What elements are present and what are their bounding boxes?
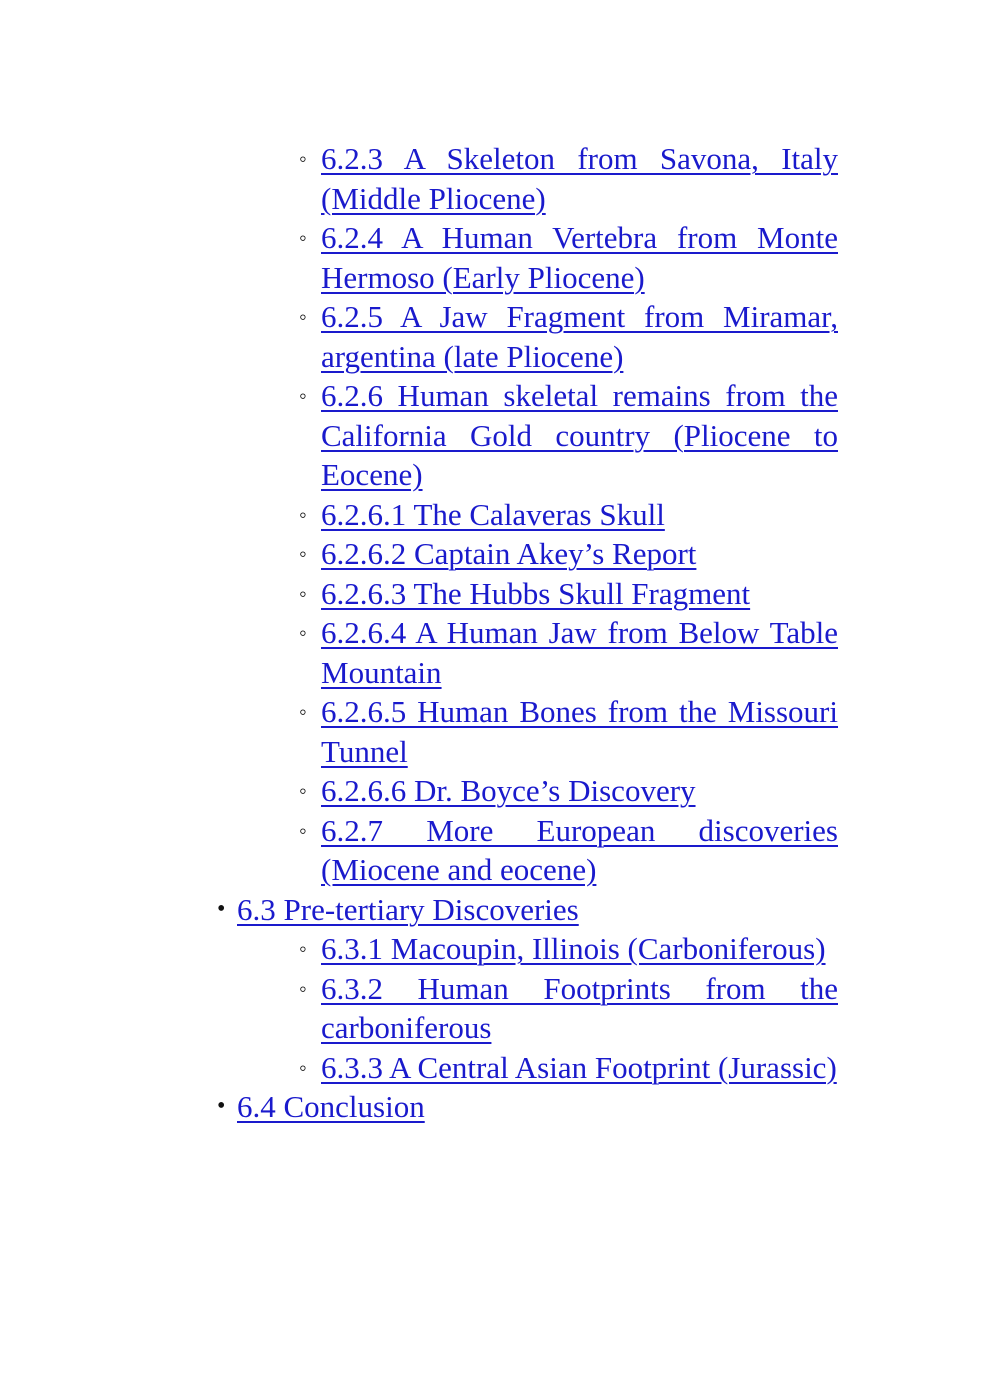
toc-entry: [299, 613, 838, 692]
toc-entry: [299, 534, 838, 574]
hollow-bullet-icon: ◦: [299, 620, 307, 645]
toc-link-6-3-3[interactable]: 6.3.3 A Central Asian Footprint (Jurassic): [321, 1049, 837, 1085]
hollow-bullet-icon: ◦: [299, 975, 307, 1001]
toc-entry: [299, 929, 838, 969]
solid-bullet-icon: •: [217, 1093, 226, 1119]
toc-entry: [217, 1087, 838, 1127]
toc-entry: [299, 771, 838, 811]
toc-entry: [299, 969, 838, 1048]
toc-entry: [299, 218, 838, 297]
toc-entry: [299, 1048, 838, 1088]
hollow-bullet-icon: ◦: [299, 501, 307, 527]
toc-entry: [299, 692, 838, 771]
hollow-bullet-icon: ◦: [299, 778, 307, 803]
toc-entry: [299, 297, 838, 376]
toc-link-6-2-6-4[interactable]: 6.2.6.4 A Human Jaw from Below Table Mountain: [321, 615, 838, 690]
toc-link-6-3-1[interactable]: 6.3.1 Macoupin, Illinois (Carboniferous): [321, 931, 826, 966]
hollow-bullet-icon: ◦: [299, 304, 307, 329]
table-of-contents: [0, 139, 1000, 1127]
solid-bullet-icon: •: [217, 895, 226, 922]
toc-link-6-2-5[interactable]: 6.2.5 A Jaw Fragment from Miramar, argentina (late Pliocene): [321, 299, 838, 374]
toc-link-6-2-6[interactable]: 6.2.6 Human skeletal remains from the California Gold country (Pliocene to Eocene): [321, 378, 838, 492]
hollow-bullet-icon: ◦: [299, 936, 307, 961]
toc-entry: [299, 495, 838, 535]
toc-entry: [299, 139, 838, 218]
toc-entry: [217, 890, 838, 930]
hollow-bullet-icon: ◦: [299, 146, 307, 171]
hollow-bullet-icon: ◦: [299, 383, 307, 408]
toc-link-6-2-3[interactable]: 6.2.3 A Skeleton from Savona, Italy (Middle Pliocene): [321, 141, 838, 216]
hollow-bullet-icon: ◦: [299, 580, 307, 606]
toc-entry: [299, 811, 838, 890]
toc-entry: [299, 574, 838, 614]
toc-link-6-2-6-5[interactable]: 6.2.6.5 Human Bones from the Missouri Tunnel: [321, 694, 838, 769]
hollow-bullet-icon: ◦: [299, 817, 307, 843]
toc-link-6-3[interactable]: 6.3 Pre-tertiary Discoveries: [237, 891, 579, 927]
toc-link-6-2-4[interactable]: 6.2.4 A Human Vertebra from Monte Hermoso (Early Pliocene): [321, 220, 838, 295]
toc-link-6-3-2[interactable]: 6.3.2 Human Footprints from the carboniferous: [321, 970, 838, 1045]
hollow-bullet-icon: ◦: [299, 225, 307, 250]
hollow-bullet-icon: ◦: [299, 699, 307, 724]
toc-link-6-2-7[interactable]: 6.2.7 More European discoveries (Miocene and eocene): [321, 812, 838, 887]
hollow-bullet-icon: ◦: [299, 1054, 307, 1080]
toc-link-6-2-6-2[interactable]: 6.2.6.2 Captain Akey’s Report: [321, 536, 697, 571]
toc-entry: [299, 376, 838, 495]
toc-link-6-2-6-1[interactable]: 6.2.6.1 The Calaveras Skull: [321, 496, 665, 532]
toc-link-6-2-6-3[interactable]: 6.2.6.3 The Hubbs Skull Fragment: [321, 575, 751, 611]
hollow-bullet-icon: ◦: [299, 541, 307, 566]
toc-link-6-2-6-6[interactable]: 6.2.6.6 Dr. Boyce’s Discovery: [321, 773, 696, 808]
toc-link-6-4[interactable]: 6.4 Conclusion: [237, 1089, 425, 1124]
